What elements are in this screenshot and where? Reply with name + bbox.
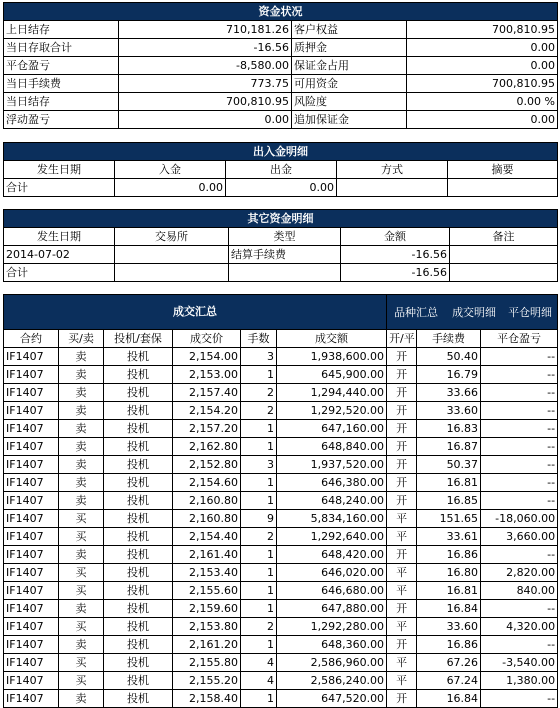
funds-value: 0.00 [407, 57, 558, 75]
trades-cell: IF1407 [4, 402, 59, 420]
other-total-amount: -16.56 [341, 264, 450, 282]
trades-cell: -- [481, 492, 558, 510]
funds-label: 上日结存 [4, 21, 119, 39]
funds-value: 773.75 [119, 75, 292, 93]
trades-cell: -- [481, 420, 558, 438]
trades-cell: 平 [387, 672, 417, 690]
funds-label: 平仓盈亏 [4, 57, 119, 75]
deposits-total-note [448, 179, 558, 197]
trades-table [3, 294, 558, 708]
trades-cell: 16.86 [417, 636, 481, 654]
funds-label: 客户权益 [292, 21, 407, 39]
trades-cell: 投机 [104, 654, 173, 672]
funds-value: 0.00 % [407, 93, 558, 111]
trades-cell: 买 [59, 618, 104, 636]
table-row [4, 420, 558, 438]
trades-links [387, 295, 558, 330]
trades-cell: 50.40 [417, 348, 481, 366]
trades-cell: -- [481, 636, 558, 654]
trades-cell: 2,162.80 [173, 438, 241, 456]
other-total-empty [115, 264, 229, 282]
other-row-exchange [115, 246, 229, 264]
trades-cell: 67.24 [417, 672, 481, 690]
trades-column-header: 手数 [241, 330, 277, 348]
other-column-header: 备注 [450, 228, 558, 246]
trades-cell: -- [481, 402, 558, 420]
trades-cell: 买 [59, 582, 104, 600]
deposits-total-method [337, 179, 448, 197]
table-row [4, 672, 558, 690]
table-row [4, 600, 558, 618]
trades-cell: 2,155.80 [173, 654, 241, 672]
trades-cell: 2,161.40 [173, 546, 241, 564]
trades-cell: 2,161.20 [173, 636, 241, 654]
trades-cell: 开 [387, 384, 417, 402]
trades-cell: 卖 [59, 690, 104, 708]
trades-cell: IF1407 [4, 654, 59, 672]
trades-cell: 1,292,520.00 [277, 402, 387, 420]
trades-cell: IF1407 [4, 456, 59, 474]
funds-label: 质押金 [292, 39, 407, 57]
funds-row [4, 111, 558, 129]
table-row [4, 384, 558, 402]
deposits-total-label: 合计 [4, 179, 115, 197]
trades-cell: 开 [387, 438, 417, 456]
trades-title: 成交汇总 [4, 295, 387, 330]
trades-cell: 投机 [104, 366, 173, 384]
funds-row [4, 93, 558, 111]
trades-cell: 16.80 [417, 564, 481, 582]
funds-label: 当日存取合计 [4, 39, 119, 57]
trades-cell: IF1407 [4, 474, 59, 492]
trades-cell: 645,900.00 [277, 366, 387, 384]
trades-cell: 投机 [104, 618, 173, 636]
trades-cell: IF1407 [4, 600, 59, 618]
trades-cell: 投机 [104, 546, 173, 564]
trades-cell: -- [481, 384, 558, 402]
other-row-date: 2014-07-02 [4, 246, 115, 264]
trades-cell: 1 [241, 420, 277, 438]
trades-cell: 16.85 [417, 492, 481, 510]
link-trade-detail[interactable]: 成交明细 [452, 305, 497, 319]
trades-cell: 2,154.00 [173, 348, 241, 366]
trades-cell: 投机 [104, 510, 173, 528]
trades-cell: 开 [387, 366, 417, 384]
table-row [4, 438, 558, 456]
trades-cell: 2,153.80 [173, 618, 241, 636]
deposits-total-out: 0.00 [226, 179, 337, 197]
funds-label: 追加保证金 [292, 111, 407, 129]
trades-cell: 1 [241, 690, 277, 708]
funds-label: 可用资金 [292, 75, 407, 93]
trades-cell: 投机 [104, 600, 173, 618]
trades-cell: 2,155.60 [173, 582, 241, 600]
trades-cell: 3 [241, 348, 277, 366]
deposits-table [3, 142, 558, 197]
trades-cell: 2,157.20 [173, 420, 241, 438]
funds-row [4, 57, 558, 75]
funds-value: 0.00 [407, 39, 558, 57]
deposits-title: 出入金明细 [4, 143, 558, 161]
trades-cell: 2,154.60 [173, 474, 241, 492]
trades-cell: 卖 [59, 492, 104, 510]
trades-cell: 投机 [104, 492, 173, 510]
trades-cell: 1 [241, 438, 277, 456]
trades-cell: 1 [241, 474, 277, 492]
trades-cell: 2,157.40 [173, 384, 241, 402]
other-column-header: 发生日期 [4, 228, 115, 246]
other-column-header: 金额 [341, 228, 450, 246]
trades-cell: 平 [387, 564, 417, 582]
trades-cell: 卖 [59, 384, 104, 402]
trades-cell: 1,292,280.00 [277, 618, 387, 636]
trades-cell: IF1407 [4, 564, 59, 582]
trades-cell: 卖 [59, 474, 104, 492]
trades-cell: -- [481, 456, 558, 474]
trades-cell: 16.87 [417, 438, 481, 456]
trades-cell: 投机 [104, 438, 173, 456]
trades-cell: 1 [241, 546, 277, 564]
trades-cell: 卖 [59, 546, 104, 564]
trades-cell: -- [481, 474, 558, 492]
trades-cell: 2,158.40 [173, 690, 241, 708]
trades-cell: 买 [59, 510, 104, 528]
trades-cell: 买 [59, 528, 104, 546]
table-row [4, 402, 558, 420]
trades-cell: 16.81 [417, 474, 481, 492]
funds-label: 当日结存 [4, 93, 119, 111]
trades-cell: 平 [387, 528, 417, 546]
funds-title: 资金状况 [4, 3, 558, 21]
trades-cell: -- [481, 438, 558, 456]
trades-cell: 16.79 [417, 366, 481, 384]
trades-cell: 开 [387, 636, 417, 654]
trades-cell: 开 [387, 348, 417, 366]
trades-cell: IF1407 [4, 348, 59, 366]
table-row [4, 618, 558, 636]
funds-table [3, 2, 558, 129]
trades-cell: -- [481, 348, 558, 366]
trades-cell: 1,292,640.00 [277, 528, 387, 546]
trades-cell: 投机 [104, 636, 173, 654]
trades-cell: 646,680.00 [277, 582, 387, 600]
table-row [4, 546, 558, 564]
trades-cell: 1 [241, 564, 277, 582]
trades-cell: 33.60 [417, 402, 481, 420]
trades-cell: 投机 [104, 564, 173, 582]
trades-cell: 4,320.00 [481, 618, 558, 636]
trades-cell: 3,660.00 [481, 528, 558, 546]
trades-cell: 2,586,240.00 [277, 672, 387, 690]
trades-cell: 开 [387, 456, 417, 474]
trades-cell: 647,520.00 [277, 690, 387, 708]
trades-cell: IF1407 [4, 582, 59, 600]
trades-cell: 开 [387, 474, 417, 492]
trades-header-row [4, 330, 558, 348]
trades-cell: -- [481, 690, 558, 708]
other-row-amount: -16.56 [341, 246, 450, 264]
trades-column-header: 成交额 [277, 330, 387, 348]
trades-cell: 647,880.00 [277, 600, 387, 618]
trades-cell: 卖 [59, 456, 104, 474]
other-total-label: 合计 [4, 264, 115, 282]
trades-cell: 2,159.60 [173, 600, 241, 618]
trades-cell: 16.83 [417, 420, 481, 438]
table-row [4, 636, 558, 654]
trades-cell: 2,152.80 [173, 456, 241, 474]
table-row [4, 348, 558, 366]
trades-cell: 4 [241, 672, 277, 690]
funds-value: -16.56 [119, 39, 292, 57]
trades-cell: 投机 [104, 582, 173, 600]
trades-cell: 卖 [59, 348, 104, 366]
trades-cell: IF1407 [4, 546, 59, 564]
trades-cell: -- [481, 600, 558, 618]
funds-label: 保证金占用 [292, 57, 407, 75]
trades-cell: 投机 [104, 672, 173, 690]
trades-cell: 33.60 [417, 618, 481, 636]
trades-cell: 3 [241, 456, 277, 474]
trades-cell: IF1407 [4, 492, 59, 510]
funds-label: 浮动盈亏 [4, 111, 119, 129]
funds-value: 700,810.95 [407, 21, 558, 39]
other-row-type: 结算手续费 [229, 246, 341, 264]
funds-value: -8,580.00 [119, 57, 292, 75]
trades-cell: 840.00 [481, 582, 558, 600]
trades-cell: 1 [241, 636, 277, 654]
table-row [4, 474, 558, 492]
trades-column-header: 投机/套保 [104, 330, 173, 348]
trades-cell: 1,937,520.00 [277, 456, 387, 474]
trades-cell: 2,154.20 [173, 402, 241, 420]
trades-column-header: 平仓盈亏 [481, 330, 558, 348]
trades-cell: -- [481, 366, 558, 384]
trades-cell: 开 [387, 420, 417, 438]
trades-cell: 投机 [104, 474, 173, 492]
table-row [4, 510, 558, 528]
trades-cell: IF1407 [4, 420, 59, 438]
trades-cell: 投机 [104, 384, 173, 402]
trades-cell: 1,938,600.00 [277, 348, 387, 366]
funds-label: 当日手续费 [4, 75, 119, 93]
trades-cell: 648,360.00 [277, 636, 387, 654]
other-total-empty [229, 264, 341, 282]
trades-cell: 平 [387, 510, 417, 528]
trades-cell: 2 [241, 402, 277, 420]
trades-cell: 平 [387, 618, 417, 636]
trades-cell: 151.65 [417, 510, 481, 528]
trades-cell: 2,820.00 [481, 564, 558, 582]
trades-cell: 卖 [59, 438, 104, 456]
trades-cell: 33.61 [417, 528, 481, 546]
trades-cell: 投机 [104, 420, 173, 438]
trades-cell: 开 [387, 492, 417, 510]
trades-cell: 1 [241, 600, 277, 618]
trades-cell: -18,060.00 [481, 510, 558, 528]
trades-cell: IF1407 [4, 672, 59, 690]
funds-row [4, 21, 558, 39]
trades-cell: 2,153.40 [173, 564, 241, 582]
trades-cell: 5,834,160.00 [277, 510, 387, 528]
trades-cell: IF1407 [4, 528, 59, 546]
trades-cell: 买 [59, 672, 104, 690]
trades-cell: 投机 [104, 402, 173, 420]
trades-cell: 开 [387, 600, 417, 618]
table-row [4, 366, 558, 384]
deposits-column-header: 出金 [226, 161, 337, 179]
other-row-note [450, 246, 558, 264]
trades-column-header: 买/卖 [59, 330, 104, 348]
table-row [4, 528, 558, 546]
trades-cell: 1 [241, 366, 277, 384]
funds-value: 0.00 [407, 111, 558, 129]
funds-value: 700,810.95 [119, 93, 292, 111]
trades-cell: 开 [387, 402, 417, 420]
trades-column-header: 开/平 [387, 330, 417, 348]
trades-cell: 2,160.80 [173, 492, 241, 510]
funds-value: 700,810.95 [407, 75, 558, 93]
trades-cell: -3,540.00 [481, 654, 558, 672]
trades-cell: 16.81 [417, 582, 481, 600]
trades-cell: IF1407 [4, 510, 59, 528]
trades-cell: 67.26 [417, 654, 481, 672]
table-row [4, 654, 558, 672]
trades-cell: 2,160.80 [173, 510, 241, 528]
trades-cell: 2,155.20 [173, 672, 241, 690]
other-title: 其它资金明细 [4, 210, 558, 228]
trades-cell: 卖 [59, 420, 104, 438]
trades-cell: 648,420.00 [277, 546, 387, 564]
trades-cell: 投机 [104, 456, 173, 474]
deposits-column-header: 摘要 [448, 161, 558, 179]
trades-cell: -- [481, 546, 558, 564]
trades-cell: 开 [387, 546, 417, 564]
trades-cell: 2 [241, 528, 277, 546]
trades-cell: 1 [241, 582, 277, 600]
trades-cell: IF1407 [4, 618, 59, 636]
trades-cell: 33.66 [417, 384, 481, 402]
trades-cell: 平 [387, 582, 417, 600]
trades-cell: 1 [241, 492, 277, 510]
funds-value: 0.00 [119, 111, 292, 129]
deposits-column-header: 方式 [337, 161, 448, 179]
trades-cell: 646,020.00 [277, 564, 387, 582]
other-header-row [4, 228, 558, 246]
trades-cell: IF1407 [4, 384, 59, 402]
other-table [3, 209, 558, 282]
trades-cell: 投机 [104, 528, 173, 546]
trades-cell: 2,586,960.00 [277, 654, 387, 672]
trades-cell: 2 [241, 618, 277, 636]
deposits-column-header: 入金 [115, 161, 226, 179]
trades-cell: 16.84 [417, 690, 481, 708]
trades-cell: 买 [59, 654, 104, 672]
link-close-detail[interactable]: 平仓明细 [508, 305, 553, 319]
trades-cell: 4 [241, 654, 277, 672]
trades-cell: 647,160.00 [277, 420, 387, 438]
table-row [4, 492, 558, 510]
trades-cell: 648,240.00 [277, 492, 387, 510]
other-column-header: 交易所 [115, 228, 229, 246]
trades-column-header: 手续费 [417, 330, 481, 348]
trades-column-header: 成交价 [173, 330, 241, 348]
trades-cell: 投机 [104, 348, 173, 366]
trades-cell: 卖 [59, 402, 104, 420]
trades-cell: 买 [59, 564, 104, 582]
table-row [4, 582, 558, 600]
trades-cell: 50.37 [417, 456, 481, 474]
trades-cell: 卖 [59, 600, 104, 618]
trades-cell: IF1407 [4, 366, 59, 384]
trades-cell: 2 [241, 384, 277, 402]
funds-value: 710,181.26 [119, 21, 292, 39]
deposits-header-row [4, 161, 558, 179]
trades-cell: 16.84 [417, 600, 481, 618]
trades-cell: 9 [241, 510, 277, 528]
trades-cell: 2,154.40 [173, 528, 241, 546]
trades-cell: 卖 [59, 636, 104, 654]
other-total-empty [450, 264, 558, 282]
trades-cell: 2,153.00 [173, 366, 241, 384]
trades-cell: IF1407 [4, 438, 59, 456]
trades-cell: 1,294,440.00 [277, 384, 387, 402]
trades-column-header: 合约 [4, 330, 59, 348]
other-column-header: 类型 [229, 228, 341, 246]
trades-cell: 投机 [104, 690, 173, 708]
funds-row [4, 75, 558, 93]
trades-cell: 16.86 [417, 546, 481, 564]
trades-cell: IF1407 [4, 636, 59, 654]
table-row [4, 564, 558, 582]
funds-row [4, 39, 558, 57]
trades-cell: 卖 [59, 366, 104, 384]
link-product-summary[interactable]: 品种汇总 [394, 305, 439, 319]
deposits-total-in: 0.00 [115, 179, 226, 197]
trades-cell: 1,380.00 [481, 672, 558, 690]
trades-cell: IF1407 [4, 690, 59, 708]
trades-cell: 平 [387, 654, 417, 672]
table-row [4, 456, 558, 474]
trades-cell: 646,380.00 [277, 474, 387, 492]
deposits-column-header: 发生日期 [4, 161, 115, 179]
trades-cell: 开 [387, 690, 417, 708]
trades-cell: 648,840.00 [277, 438, 387, 456]
funds-label: 风险度 [292, 93, 407, 111]
